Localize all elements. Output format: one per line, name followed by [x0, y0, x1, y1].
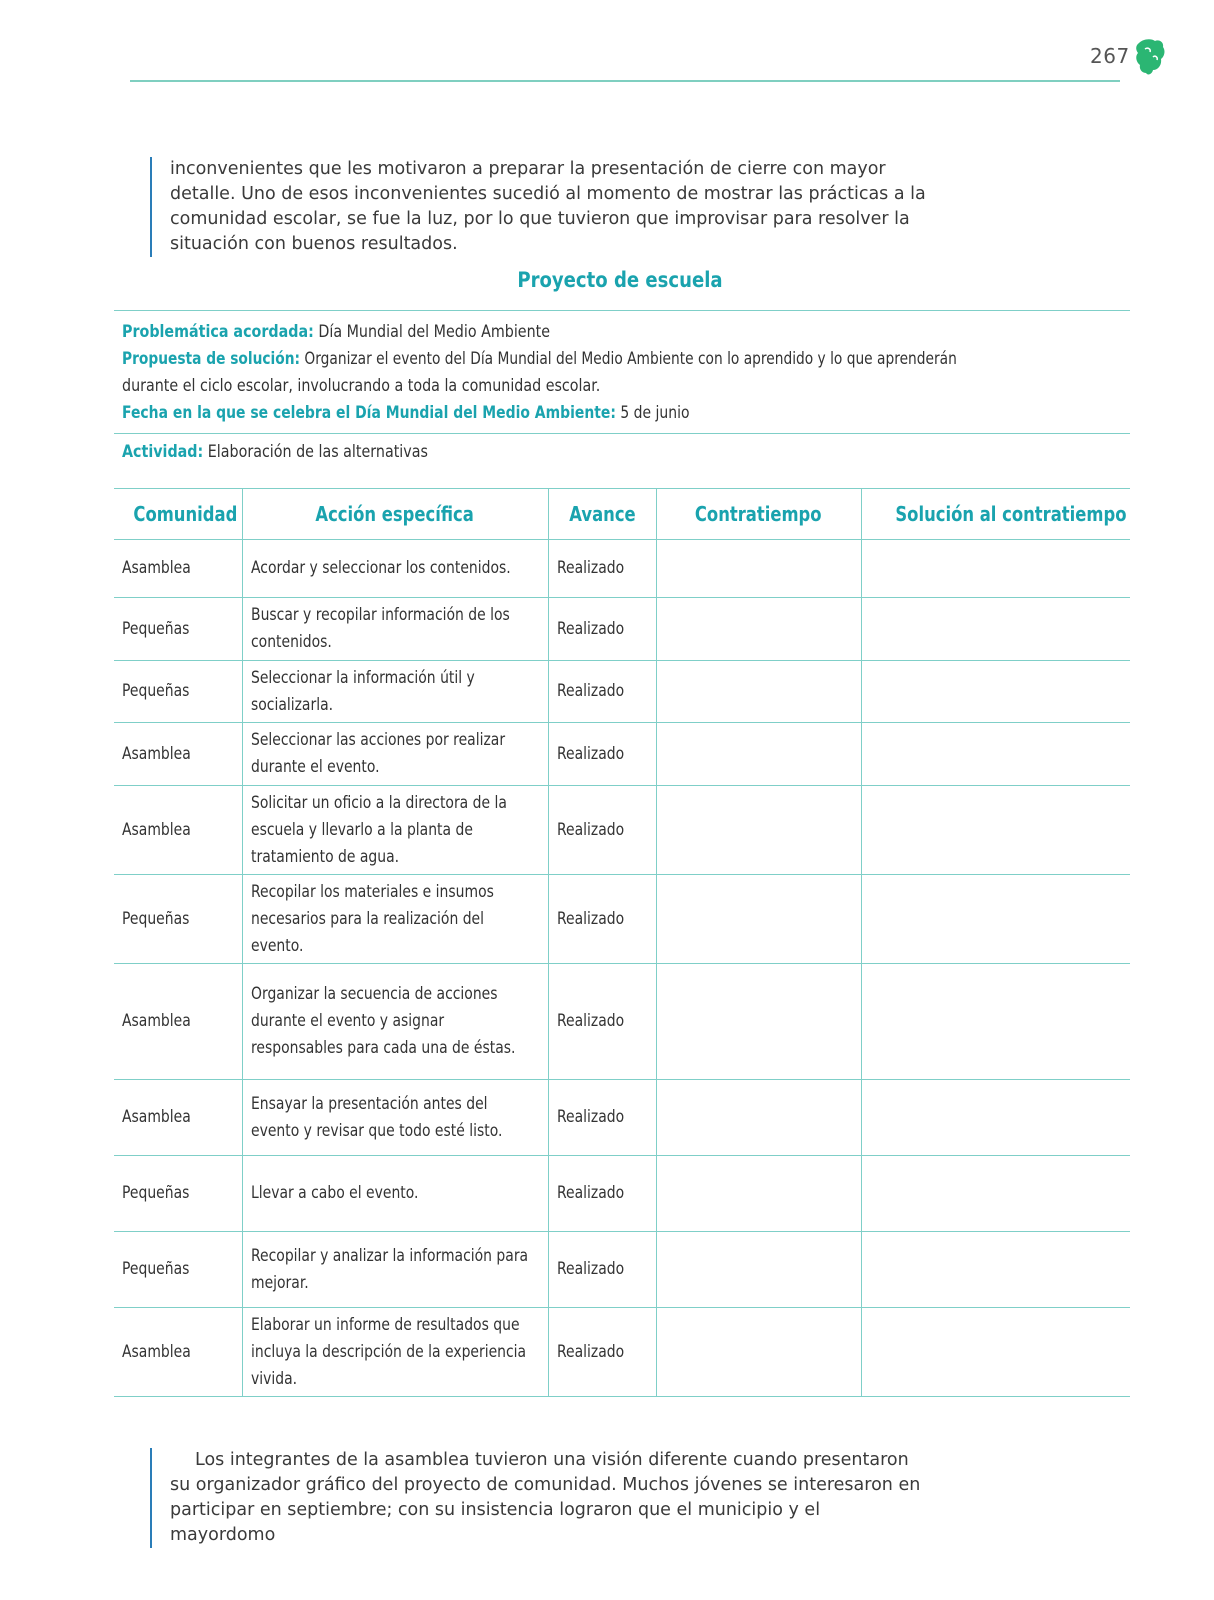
- cell-progress: Realizado: [548, 598, 656, 661]
- activity-value: Elaboración de las alternativas: [207, 442, 428, 462]
- cell-solution: [861, 786, 1130, 875]
- table-row: [114, 786, 1130, 875]
- cell-progress: Realizado: [548, 786, 656, 875]
- header-action: Acción específica: [242, 489, 548, 540]
- table-row: [114, 598, 1130, 661]
- cell-community: Pequeñas: [114, 1232, 242, 1308]
- cell-solution: [861, 598, 1130, 661]
- cell-setback: [656, 598, 861, 661]
- cell-setback: [656, 1156, 861, 1232]
- activity-label: Actividad:: [122, 442, 204, 462]
- cell-setback: [656, 1080, 861, 1156]
- header-community: Comunidad: [114, 489, 242, 540]
- cell-solution: [861, 1308, 1130, 1397]
- cell-community: Asamblea: [114, 964, 242, 1080]
- section-title: Proyecto de escuela: [517, 268, 723, 292]
- cell-solution: [861, 964, 1130, 1080]
- cell-progress: Realizado: [548, 540, 656, 598]
- header-rule: [130, 80, 1120, 82]
- header-solution: Solución al contratiempo: [861, 489, 1130, 540]
- cell-solution: [861, 540, 1130, 598]
- intro-paragraph: inconvenientes que les motivaron a preparar la presentación de cierre con mayor detalle. Uno de esos inconvenientes sucedió al momento de mostrar las prácticas a la comunidad escolar, se fue la luz, por lo que tuvieron que improvisar para resolver la situación con buenos resultados.: [150, 157, 930, 257]
- cell-progress: Realizado: [548, 723, 656, 786]
- header-setback: Contratiempo: [656, 489, 861, 540]
- cell-solution: [861, 1080, 1130, 1156]
- project-table: [114, 488, 1130, 1397]
- cell-action: Llevar a cabo el evento.: [242, 1156, 548, 1232]
- cell-solution: [861, 723, 1130, 786]
- cell-setback: [656, 540, 861, 598]
- date-label: Fecha en la que se celebra el Día Mundial del Medio Ambiente:: [122, 403, 616, 423]
- cell-action: Recopilar y analizar la información para mejorar.: [242, 1232, 548, 1308]
- date-value: 5 de junio: [620, 403, 690, 423]
- activity-line: [122, 442, 428, 462]
- cell-community: Pequeñas: [114, 661, 242, 723]
- cell-action: Recopilar los materiales e insumos necesarios para la realización del evento.: [242, 875, 548, 964]
- cell-community: Asamblea: [114, 786, 242, 875]
- proposal-value-line1: Organizar el evento del Día Mundial del Medio Ambiente con lo aprendido y lo que aprenderán: [304, 349, 957, 369]
- cell-community: Asamblea: [114, 723, 242, 786]
- cell-solution: [861, 1156, 1130, 1232]
- table-row: [114, 1156, 1130, 1232]
- closing-paragraph: Los integrantes de la asamblea tuvieron una visión diferente cuando presentaron su organizador gráfico del proyecto de comunidad. Muchos jóvenes se interesaron en participar en septiembre; con su insistencia lograron que el municipio y el mayordomo: [150, 1448, 930, 1548]
- cell-action: Seleccionar las acciones por realizar durante el evento.: [242, 723, 548, 786]
- table-row: [114, 875, 1130, 964]
- cell-progress: Realizado: [548, 1156, 656, 1232]
- header-progress: Avance: [548, 489, 656, 540]
- table-row: [114, 540, 1130, 598]
- cell-setback: [656, 1232, 861, 1308]
- cell-setback: [656, 875, 861, 964]
- cell-community: Pequeñas: [114, 598, 242, 661]
- cell-community: Pequeñas: [114, 1156, 242, 1232]
- cell-setback: [656, 786, 861, 875]
- proposal-label: Propuesta de solución:: [122, 349, 301, 369]
- cell-progress: Realizado: [548, 964, 656, 1080]
- table-row: [114, 1308, 1130, 1397]
- table-row: [114, 661, 1130, 723]
- cell-progress: Realizado: [548, 875, 656, 964]
- table-row: [114, 1080, 1130, 1156]
- problem-value: Día Mundial del Medio Ambiente: [318, 322, 551, 342]
- table-row: [114, 723, 1130, 786]
- proposal-value-line2: durante el ciclo escolar, involucrando a toda la comunidad escolar.: [122, 376, 601, 396]
- cell-community: Pequeñas: [114, 875, 242, 964]
- cell-solution: [861, 875, 1130, 964]
- cell-action: Ensayar la presentación antes del evento y revisar que todo esté listo.: [242, 1080, 548, 1156]
- cell-progress: Realizado: [548, 1308, 656, 1397]
- cell-progress: Realizado: [548, 1232, 656, 1308]
- page-number: 267: [1090, 44, 1130, 68]
- project-info: [114, 310, 1130, 434]
- cell-setback: [656, 964, 861, 1080]
- cell-community: Asamblea: [114, 1308, 242, 1397]
- cell-action: Solicitar un oficio a la directora de la escuela y llevarlo a la planta de tratamiento de agua.: [242, 786, 548, 875]
- cell-setback: [656, 723, 861, 786]
- cell-community: Asamblea: [114, 540, 242, 598]
- table-row: [114, 1232, 1130, 1308]
- table-header-row: [114, 489, 1130, 540]
- cell-action: Buscar y recopilar información de los contenidos.: [242, 598, 548, 661]
- table-row: [114, 964, 1130, 1080]
- cell-action: Elaborar un informe de resultados que incluya la descripción de la experiencia vivida.: [242, 1308, 548, 1397]
- cell-solution: [861, 661, 1130, 723]
- cell-setback: [656, 1308, 861, 1397]
- cell-action: Organizar la secuencia de acciones durante el evento y asignar responsables para cada una de éstas.: [242, 964, 548, 1080]
- cell-setback: [656, 661, 861, 723]
- leaf-icon: [1133, 37, 1167, 77]
- cell-action: Seleccionar la información útil y socializarla.: [242, 661, 548, 723]
- cell-community: Asamblea: [114, 1080, 242, 1156]
- cell-progress: Realizado: [548, 661, 656, 723]
- problem-label: Problemática acordada:: [122, 322, 314, 342]
- cell-progress: Realizado: [548, 1080, 656, 1156]
- cell-solution: [861, 1232, 1130, 1308]
- cell-action: Acordar y seleccionar los contenidos.: [242, 540, 548, 598]
